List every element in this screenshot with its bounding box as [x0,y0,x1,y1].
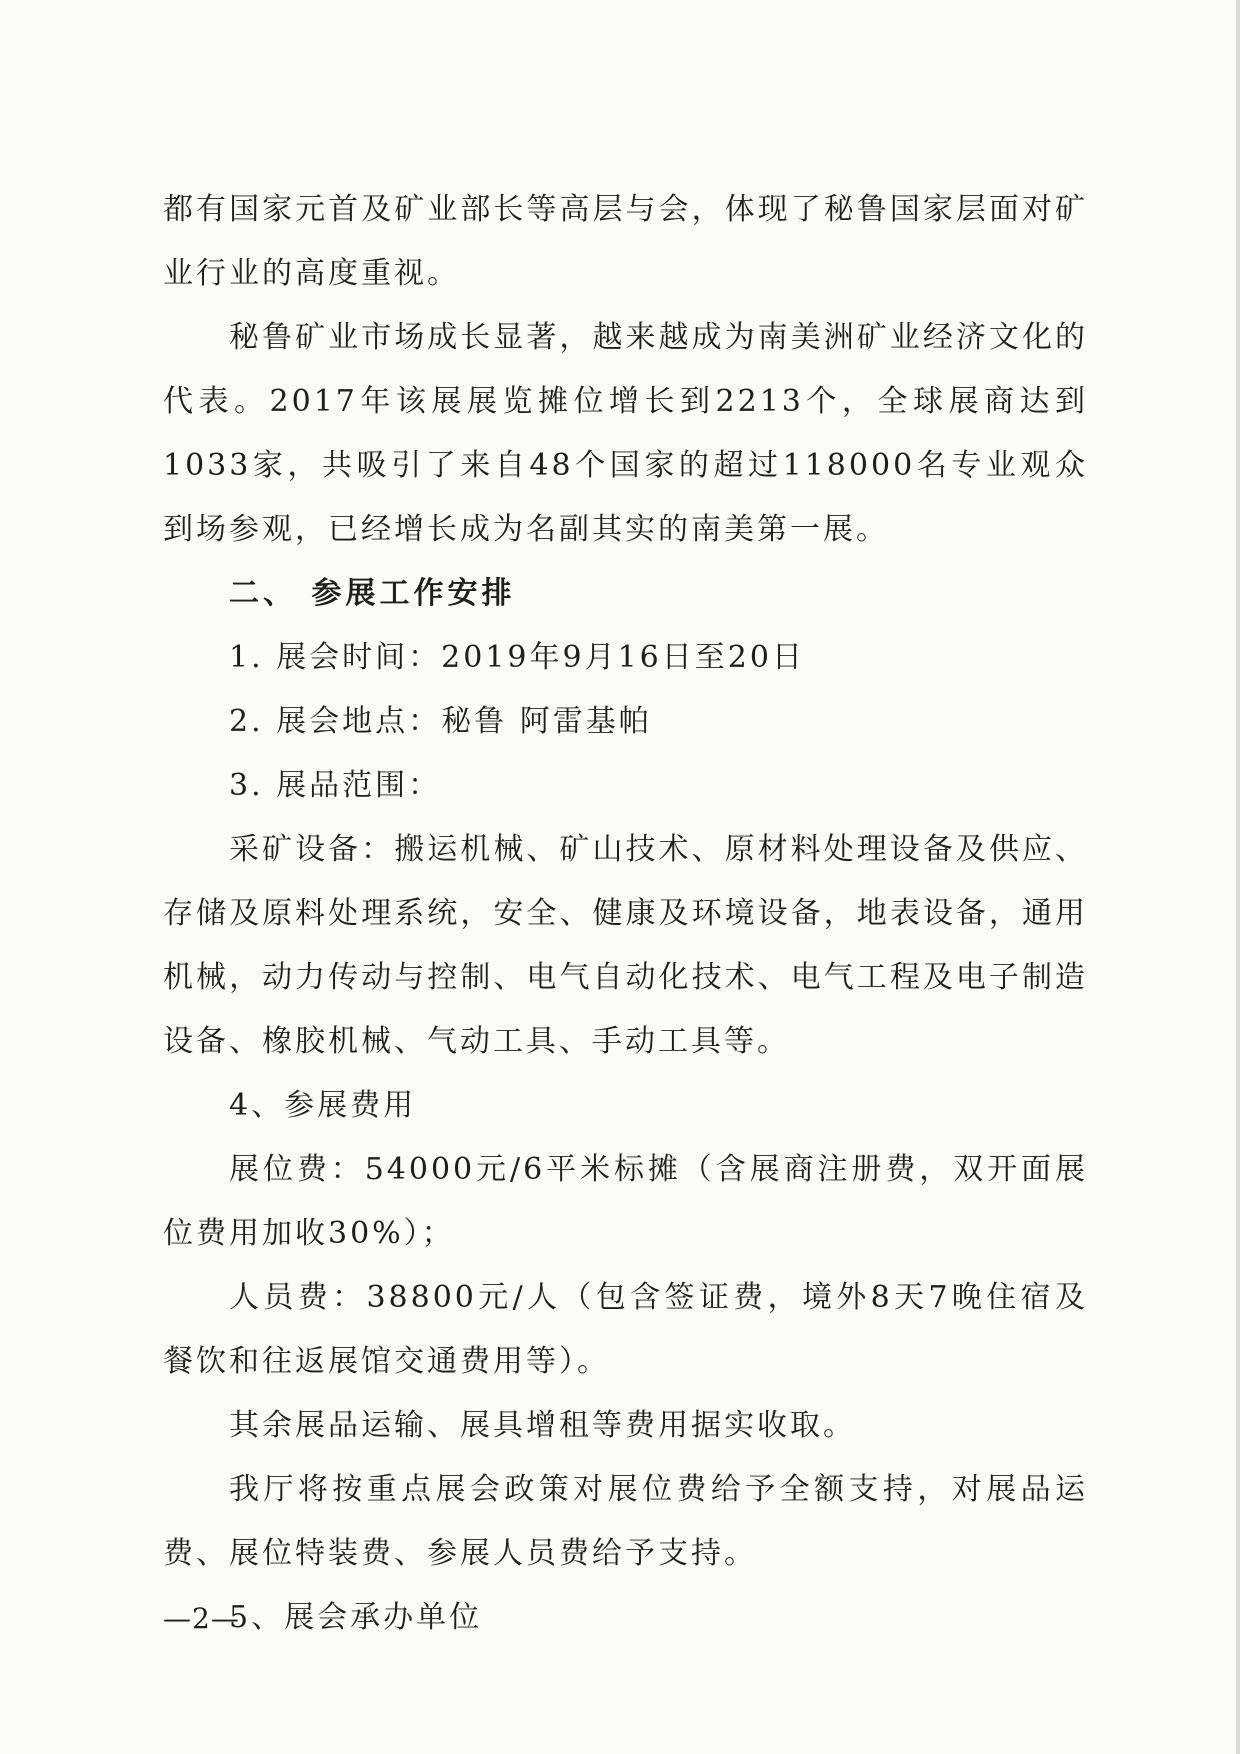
paragraph-personnel-fee: 人员费：38800元/人（包含签证费，境外8天7晚住宿及餐饮和往返展馆交通费用等）。 [163,1280,1088,1379]
paragraph-market-growth: 秘鲁矿业市场成长显著，越来越成为南美洲矿业经济文化的代表。2017年该展展览摊位增长到2213个，全球展商达到1033家，共吸引了来自48个国家的超过118000名专业观众到场参观，已经增长成为名副其实的南美第一展。 [163,320,1088,547]
item-exhibition-fees: 4、参展费用 [229,1088,417,1123]
item-exhibit-scope: 3. 展品范围： [229,768,442,803]
paragraph-subsidy-policy: 我厅将按重点展会政策对展位费给予全额支持，对展品运费、展位特装费、参展人员费给予支持。 [163,1472,1088,1571]
item-organizer: 5、展会承办单位 [229,1600,483,1635]
paragraph-booth-fee: 展位费：54000元/6平米标摊（含展商注册费，双开面展位费用加收30%）； [163,1152,1088,1251]
item-exhibition-location: 2. 展会地点：秘鲁 阿雷基帕 [229,704,652,739]
scan-page-edge [1236,0,1240,1754]
paragraph-other-fees: 其余展品运输、展具增租等费用据实收取。 [229,1408,856,1443]
paragraph-mining-equipment: 采矿设备：搬运机械、矿山技术、原材料处理设备及供应、存储及原料处理系统，安全、健康及环境设备，地表设备，通用机械，动力传动与控制、电气自动化技术、电气工程及电子制造设备、橡胶机械、气动工具、手动工具等。 [163,832,1088,1059]
page-number: —2— [163,1602,240,1635]
document-body [163,178,1088,1650]
section-heading-arrangements: 二、 参展工作安排 [229,576,516,611]
item-exhibition-time: 1. 展会时间：2019年9月16日至20日 [229,640,805,675]
paragraph-intro-continuation: 都有国家元首及矿业部长等高层与会，体现了秘鲁国家层面对矿业行业的高度重视。 [163,192,1088,291]
